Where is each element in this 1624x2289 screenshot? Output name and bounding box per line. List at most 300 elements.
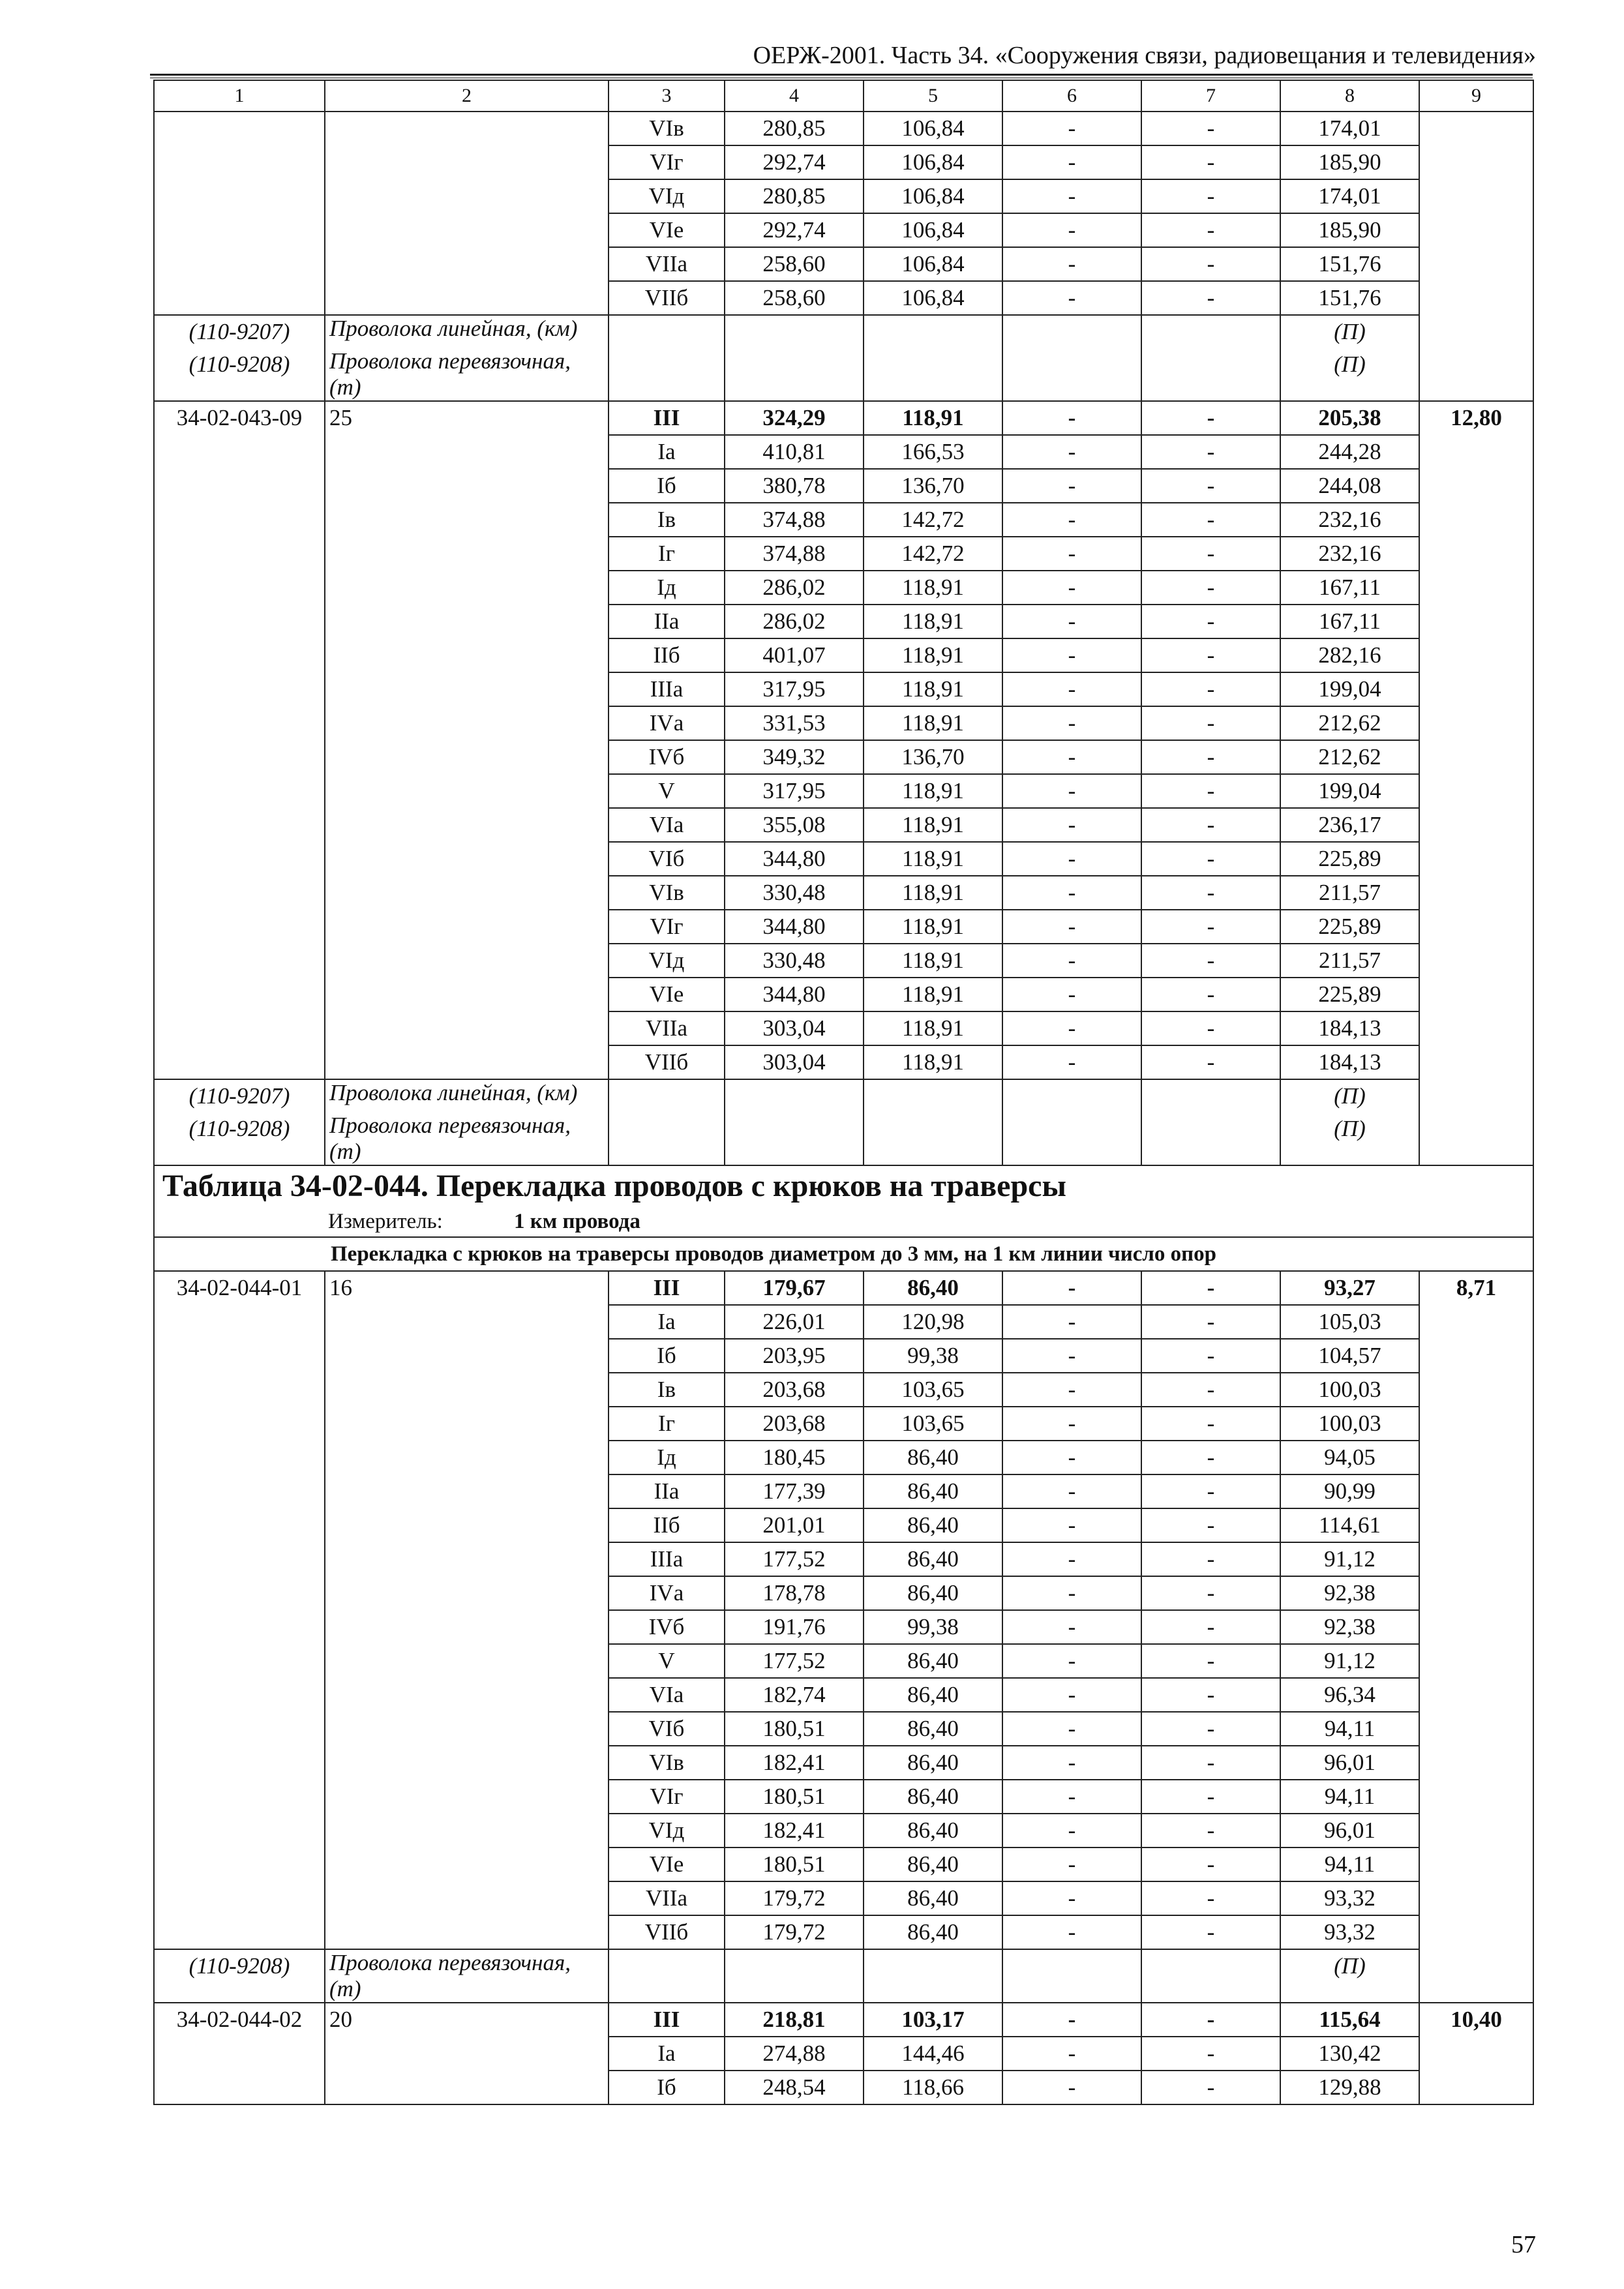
value-cell: - xyxy=(1002,281,1141,315)
value-cell: 182,41 xyxy=(725,1746,864,1780)
value-cell: 94,05 xyxy=(1280,1441,1419,1474)
value-cell: - xyxy=(1141,876,1280,910)
zone-cell: Iб xyxy=(609,1339,725,1373)
value-cell: 331,53 xyxy=(725,706,864,740)
page-number: 57 xyxy=(1511,2231,1536,2258)
value-cell: 167,11 xyxy=(1280,605,1419,638)
material-row xyxy=(154,315,1533,348)
value-cell: - xyxy=(1002,2003,1141,2037)
value-cell: 118,91 xyxy=(864,638,1002,672)
empty-cell xyxy=(725,315,864,348)
empty-cell xyxy=(725,348,864,401)
material-code: (110-9208) xyxy=(154,1113,325,1165)
material-name: Проволока перевязочная, (т) xyxy=(325,348,609,401)
value-cell: - xyxy=(1141,978,1280,1011)
value-cell: 180,51 xyxy=(725,1780,864,1814)
zone-cell: IVа xyxy=(609,706,725,740)
value-cell: - xyxy=(1002,605,1141,638)
value-cell: 142,72 xyxy=(864,537,1002,571)
value-cell: - xyxy=(1002,740,1141,774)
material-row xyxy=(154,348,1533,401)
zone-cell: IVб xyxy=(609,1610,725,1644)
material-name: Проволока перевязочная, (т) xyxy=(325,1113,609,1165)
row-param xyxy=(325,2003,609,2104)
value-cell: 86,40 xyxy=(864,1814,1002,1848)
value-cell: - xyxy=(1141,1045,1280,1079)
value-cell: 103,65 xyxy=(864,1373,1002,1407)
value-cell: - xyxy=(1002,537,1141,571)
material-code: (110-9207) xyxy=(154,315,325,348)
col9-text: 8,71 xyxy=(1456,1275,1497,1300)
header-rule xyxy=(150,74,1533,76)
value-cell: 118,91 xyxy=(864,842,1002,876)
material-row xyxy=(154,1113,1533,1165)
value-cell: - xyxy=(1141,1508,1280,1542)
value-cell: 130,42 xyxy=(1280,2037,1419,2071)
row-col9 xyxy=(1419,112,1533,401)
value-cell: - xyxy=(1141,1441,1280,1474)
value-cell: - xyxy=(1002,435,1141,469)
zone-cell: IIа xyxy=(609,605,725,638)
value-cell: - xyxy=(1141,808,1280,842)
empty-cell xyxy=(1141,1113,1280,1165)
table-row xyxy=(154,401,1533,435)
value-cell: 86,40 xyxy=(864,1712,1002,1746)
row-col9 xyxy=(1419,2003,1533,2104)
value-cell: - xyxy=(1141,1848,1280,1881)
value-cell: 349,32 xyxy=(725,740,864,774)
zone-cell: VIб xyxy=(609,842,725,876)
value-cell: - xyxy=(1141,1271,1280,1305)
value-cell: 86,40 xyxy=(864,1508,1002,1542)
value-cell: 151,76 xyxy=(1280,247,1419,281)
row-col9 xyxy=(1419,401,1533,1165)
value-cell: 118,91 xyxy=(864,876,1002,910)
value-cell: 211,57 xyxy=(1280,876,1419,910)
col9-text: 10,40 xyxy=(1451,2007,1502,2032)
value-cell: - xyxy=(1002,1881,1141,1915)
row-param xyxy=(325,1271,609,1949)
value-cell: 244,08 xyxy=(1280,469,1419,503)
value-cell: 86,40 xyxy=(864,1915,1002,1949)
value-cell: 280,85 xyxy=(725,112,864,145)
empty-cell xyxy=(864,1949,1002,2003)
row-param xyxy=(325,112,609,315)
value-cell: 96,01 xyxy=(1280,1814,1419,1848)
value-cell: 178,78 xyxy=(725,1576,864,1610)
zone-cell: Iб xyxy=(609,2071,725,2104)
zone-cell: Iа xyxy=(609,1305,725,1339)
value-cell: 174,01 xyxy=(1280,112,1419,145)
zone-cell: IIб xyxy=(609,638,725,672)
value-cell: - xyxy=(1141,1339,1280,1373)
value-cell: - xyxy=(1002,179,1141,213)
empty-cell xyxy=(609,348,725,401)
zone-cell: VIIа xyxy=(609,247,725,281)
value-cell: 317,95 xyxy=(725,672,864,706)
value-cell: 203,95 xyxy=(725,1339,864,1373)
value-cell: 180,51 xyxy=(725,1848,864,1881)
value-cell: 86,40 xyxy=(864,1542,1002,1576)
value-cell: 236,17 xyxy=(1280,808,1419,842)
section-row xyxy=(154,1237,1533,1271)
value-cell: 99,38 xyxy=(864,1610,1002,1644)
value-cell: 184,13 xyxy=(1280,1045,1419,1079)
zone-cell: IIб xyxy=(609,1508,725,1542)
value-cell: - xyxy=(1002,1542,1141,1576)
empty-cell xyxy=(864,1079,1002,1113)
zone-cell: VIа xyxy=(609,808,725,842)
material-col8: (П) xyxy=(1280,315,1419,348)
zone-cell: Iг xyxy=(609,1407,725,1441)
empty-cell xyxy=(1002,1113,1141,1165)
value-cell: 179,67 xyxy=(725,1271,864,1305)
measure-value: 1 км провода xyxy=(514,1210,640,1233)
value-cell: 91,12 xyxy=(1280,1644,1419,1678)
value-cell: 142,72 xyxy=(864,503,1002,537)
value-cell: - xyxy=(1002,401,1141,435)
value-cell: 177,39 xyxy=(725,1474,864,1508)
empty-cell xyxy=(1141,315,1280,348)
zone-cell: IVа xyxy=(609,1576,725,1610)
material-col8: (П) xyxy=(1280,348,1419,401)
col9-text: 12,80 xyxy=(1451,405,1502,430)
value-cell: - xyxy=(1141,910,1280,944)
value-cell: - xyxy=(1141,1407,1280,1441)
value-cell: 93,27 xyxy=(1280,1271,1419,1305)
value-cell: 92,38 xyxy=(1280,1576,1419,1610)
value-cell: - xyxy=(1141,1576,1280,1610)
zone-cell: Iд xyxy=(609,571,725,605)
value-cell: - xyxy=(1141,1542,1280,1576)
value-cell: - xyxy=(1002,706,1141,740)
value-cell: 120,98 xyxy=(864,1305,1002,1339)
value-cell: 167,11 xyxy=(1280,571,1419,605)
value-cell: - xyxy=(1141,1678,1280,1712)
column-number: 2 xyxy=(325,80,609,112)
value-cell: - xyxy=(1141,401,1280,435)
value-cell: - xyxy=(1002,1915,1141,1949)
material-name: Проволока перевязочная, (т) xyxy=(325,1949,609,2003)
value-cell: - xyxy=(1002,1339,1141,1373)
value-cell: 136,70 xyxy=(864,469,1002,503)
value-cell: 118,91 xyxy=(864,774,1002,808)
zone-cell: III xyxy=(609,1271,725,1305)
value-cell: 106,84 xyxy=(864,145,1002,179)
value-cell: - xyxy=(1141,247,1280,281)
value-cell: 182,74 xyxy=(725,1678,864,1712)
value-cell: 114,61 xyxy=(1280,1508,1419,1542)
value-cell: 118,91 xyxy=(864,910,1002,944)
value-cell: - xyxy=(1002,1780,1141,1814)
value-cell: - xyxy=(1141,2003,1280,2037)
empty-cell xyxy=(609,1113,725,1165)
value-cell: - xyxy=(1002,145,1141,179)
value-cell: - xyxy=(1002,944,1141,978)
zone-cell: Iг xyxy=(609,537,725,571)
column-number: 4 xyxy=(725,80,864,112)
zone-cell: Iд xyxy=(609,1441,725,1474)
value-cell: 205,38 xyxy=(1280,401,1419,435)
value-cell: 118,91 xyxy=(864,605,1002,638)
value-cell: 212,62 xyxy=(1280,740,1419,774)
value-cell: 182,41 xyxy=(725,1814,864,1848)
empty-cell xyxy=(1002,315,1141,348)
value-cell: 103,65 xyxy=(864,1407,1002,1441)
row-code xyxy=(154,401,325,1079)
value-cell: - xyxy=(1002,910,1141,944)
empty-cell xyxy=(864,1113,1002,1165)
value-cell: 324,29 xyxy=(725,401,864,435)
value-cell: - xyxy=(1141,1814,1280,1848)
zone-cell: Iа xyxy=(609,435,725,469)
value-cell: 177,52 xyxy=(725,1644,864,1678)
zone-cell: IIIа xyxy=(609,1542,725,1576)
zone-cell: VIг xyxy=(609,910,725,944)
value-cell: - xyxy=(1141,1474,1280,1508)
empty-cell xyxy=(1002,1079,1141,1113)
column-number: 7 xyxy=(1141,80,1280,112)
empty-cell xyxy=(1002,1949,1141,2003)
value-cell: - xyxy=(1141,2071,1280,2104)
value-cell: - xyxy=(1141,1373,1280,1407)
value-cell: 225,89 xyxy=(1280,978,1419,1011)
value-cell: 86,40 xyxy=(864,1644,1002,1678)
value-cell: 105,03 xyxy=(1280,1305,1419,1339)
value-cell: 118,91 xyxy=(864,808,1002,842)
value-cell: - xyxy=(1141,469,1280,503)
value-cell: 303,04 xyxy=(725,1011,864,1045)
value-cell: 211,57 xyxy=(1280,944,1419,978)
value-cell: 292,74 xyxy=(725,213,864,247)
value-cell: 118,91 xyxy=(864,571,1002,605)
value-cell: 179,72 xyxy=(725,1915,864,1949)
value-cell: 86,40 xyxy=(864,1678,1002,1712)
value-cell: - xyxy=(1002,247,1141,281)
value-cell: - xyxy=(1002,1848,1141,1881)
value-cell: 92,38 xyxy=(1280,1610,1419,1644)
value-cell: 106,84 xyxy=(864,247,1002,281)
material-col8: (П) xyxy=(1280,1949,1419,2003)
value-cell: 166,53 xyxy=(864,435,1002,469)
zone-cell: III xyxy=(609,2003,725,2037)
value-cell: - xyxy=(1141,740,1280,774)
value-cell: 136,70 xyxy=(864,740,1002,774)
value-cell: 91,12 xyxy=(1280,1542,1419,1576)
value-cell: - xyxy=(1002,774,1141,808)
value-cell: 86,40 xyxy=(864,1271,1002,1305)
value-cell: - xyxy=(1141,435,1280,469)
value-cell: - xyxy=(1002,1305,1141,1339)
value-cell: - xyxy=(1002,1474,1141,1508)
value-cell: 177,52 xyxy=(725,1542,864,1576)
value-cell: - xyxy=(1002,672,1141,706)
value-cell: 286,02 xyxy=(725,571,864,605)
value-cell: 199,04 xyxy=(1280,774,1419,808)
value-cell: 225,89 xyxy=(1280,842,1419,876)
value-cell: 118,91 xyxy=(864,401,1002,435)
value-cell: - xyxy=(1002,2071,1141,2104)
value-cell: - xyxy=(1141,112,1280,145)
section-heading: Перекладка с крюков на траверсы проводов диаметром до 3 мм, на 1 км линии число опор xyxy=(154,1237,1533,1271)
value-cell: 184,13 xyxy=(1280,1011,1419,1045)
param-text: 16 xyxy=(329,1275,352,1300)
empty-cell xyxy=(725,1949,864,2003)
zone-cell: V xyxy=(609,774,725,808)
material-name: Проволока линейная, (км) xyxy=(325,1079,609,1113)
value-cell: 86,40 xyxy=(864,1441,1002,1474)
value-cell: 86,40 xyxy=(864,1848,1002,1881)
value-cell: - xyxy=(1141,1915,1280,1949)
value-cell: - xyxy=(1002,1746,1141,1780)
material-code: (110-9208) xyxy=(154,348,325,401)
row-code xyxy=(154,112,325,315)
value-cell: - xyxy=(1002,1814,1141,1848)
zone-cell: IIа xyxy=(609,1474,725,1508)
zone-cell: V xyxy=(609,1644,725,1678)
value-cell: 86,40 xyxy=(864,1474,1002,1508)
empty-cell xyxy=(1002,348,1141,401)
table-row xyxy=(154,2003,1533,2037)
zone-cell: VIа xyxy=(609,1678,725,1712)
value-cell: 303,04 xyxy=(725,1045,864,1079)
value-cell: - xyxy=(1141,537,1280,571)
material-code: (110-9207) xyxy=(154,1079,325,1113)
value-cell: - xyxy=(1002,808,1141,842)
value-cell: - xyxy=(1141,605,1280,638)
value-cell: 401,07 xyxy=(725,638,864,672)
value-cell: 100,03 xyxy=(1280,1373,1419,1407)
value-cell: 180,51 xyxy=(725,1712,864,1746)
page-header: ОЕРЖ-2001. Часть 34. «Сооружения связи, радиовещания и телевидения» xyxy=(753,42,1536,69)
material-code: (110-9208) xyxy=(154,1949,325,2003)
empty-cell xyxy=(609,315,725,348)
value-cell: - xyxy=(1141,774,1280,808)
value-cell: 410,81 xyxy=(725,435,864,469)
column-number-row xyxy=(154,80,1533,112)
value-cell: 93,32 xyxy=(1280,1881,1419,1915)
zone-cell: VIд xyxy=(609,179,725,213)
value-cell: - xyxy=(1002,1678,1141,1712)
value-cell: 118,91 xyxy=(864,944,1002,978)
empty-cell xyxy=(609,1079,725,1113)
value-cell: - xyxy=(1141,1881,1280,1915)
value-cell: 180,45 xyxy=(725,1441,864,1474)
empty-cell xyxy=(725,1079,864,1113)
column-number: 3 xyxy=(609,80,725,112)
value-cell: - xyxy=(1141,944,1280,978)
code-text: 34-02-044-02 xyxy=(176,2007,303,2032)
material-row xyxy=(154,1079,1533,1113)
value-cell: 201,01 xyxy=(725,1508,864,1542)
value-cell: 280,85 xyxy=(725,179,864,213)
value-cell: - xyxy=(1002,571,1141,605)
table-title-row xyxy=(154,1165,1533,1206)
zone-cell: Iв xyxy=(609,503,725,537)
value-cell: 248,54 xyxy=(725,2071,864,2104)
value-cell: - xyxy=(1141,145,1280,179)
value-cell: 330,48 xyxy=(725,876,864,910)
zone-cell: VIг xyxy=(609,145,725,179)
value-cell: - xyxy=(1002,2037,1141,2071)
empty-cell xyxy=(864,348,1002,401)
value-cell: - xyxy=(1141,638,1280,672)
value-cell: 144,46 xyxy=(864,2037,1002,2071)
value-cell: 232,16 xyxy=(1280,537,1419,571)
value-cell: - xyxy=(1002,1407,1141,1441)
zone-cell: VIв xyxy=(609,1746,725,1780)
value-cell: 86,40 xyxy=(864,1780,1002,1814)
material-col8: (П) xyxy=(1280,1079,1419,1113)
value-cell: 317,95 xyxy=(725,774,864,808)
material-row xyxy=(154,1949,1533,2003)
param-text: 20 xyxy=(329,2007,352,2032)
value-cell: - xyxy=(1141,1644,1280,1678)
value-cell: - xyxy=(1002,1610,1141,1644)
value-cell: 86,40 xyxy=(864,1881,1002,1915)
value-cell: - xyxy=(1002,842,1141,876)
zone-cell: VIIа xyxy=(609,1011,725,1045)
value-cell: - xyxy=(1002,638,1141,672)
column-number: 6 xyxy=(1002,80,1141,112)
value-cell: - xyxy=(1141,672,1280,706)
value-cell: 99,38 xyxy=(864,1339,1002,1373)
zone-cell: IIIа xyxy=(609,672,725,706)
value-cell: 106,84 xyxy=(864,112,1002,145)
value-cell: - xyxy=(1141,1610,1280,1644)
value-cell: - xyxy=(1141,1305,1280,1339)
value-cell: 96,01 xyxy=(1280,1746,1419,1780)
param-text: 25 xyxy=(329,405,352,430)
value-cell: - xyxy=(1002,469,1141,503)
value-cell: - xyxy=(1141,213,1280,247)
value-cell: 191,76 xyxy=(725,1610,864,1644)
value-cell: 232,16 xyxy=(1280,503,1419,537)
value-cell: - xyxy=(1002,1271,1141,1305)
value-cell: - xyxy=(1141,1746,1280,1780)
value-cell: 218,81 xyxy=(725,2003,864,2037)
rates-table xyxy=(153,80,1534,2105)
zone-cell: VIIб xyxy=(609,281,725,315)
empty-cell xyxy=(609,1949,725,2003)
value-cell: 344,80 xyxy=(725,842,864,876)
value-cell: 374,88 xyxy=(725,503,864,537)
zone-cell: Iа xyxy=(609,2037,725,2071)
value-cell: 199,04 xyxy=(1280,672,1419,706)
value-cell: 118,91 xyxy=(864,672,1002,706)
table-body xyxy=(154,80,1533,2104)
value-cell: 115,64 xyxy=(1280,2003,1419,2037)
zone-cell: Iв xyxy=(609,1373,725,1407)
zone-cell: VIб xyxy=(609,1712,725,1746)
code-text: 34-02-043-09 xyxy=(176,405,303,430)
value-cell: 286,02 xyxy=(725,605,864,638)
measure-label: Измеритель: xyxy=(328,1210,443,1233)
zone-cell: VIIа xyxy=(609,1881,725,1915)
value-cell: 203,68 xyxy=(725,1373,864,1407)
value-cell: 118,91 xyxy=(864,1011,1002,1045)
value-cell: 93,32 xyxy=(1280,1915,1419,1949)
column-number: 1 xyxy=(154,80,325,112)
empty-cell xyxy=(1141,1949,1280,2003)
value-cell: 129,88 xyxy=(1280,2071,1419,2104)
value-cell: - xyxy=(1002,1644,1141,1678)
material-name: Проволока линейная, (км) xyxy=(325,315,609,348)
column-number: 9 xyxy=(1419,80,1533,112)
value-cell: - xyxy=(1002,876,1141,910)
zone-cell: VIIб xyxy=(609,1045,725,1079)
value-cell: 151,76 xyxy=(1280,281,1419,315)
